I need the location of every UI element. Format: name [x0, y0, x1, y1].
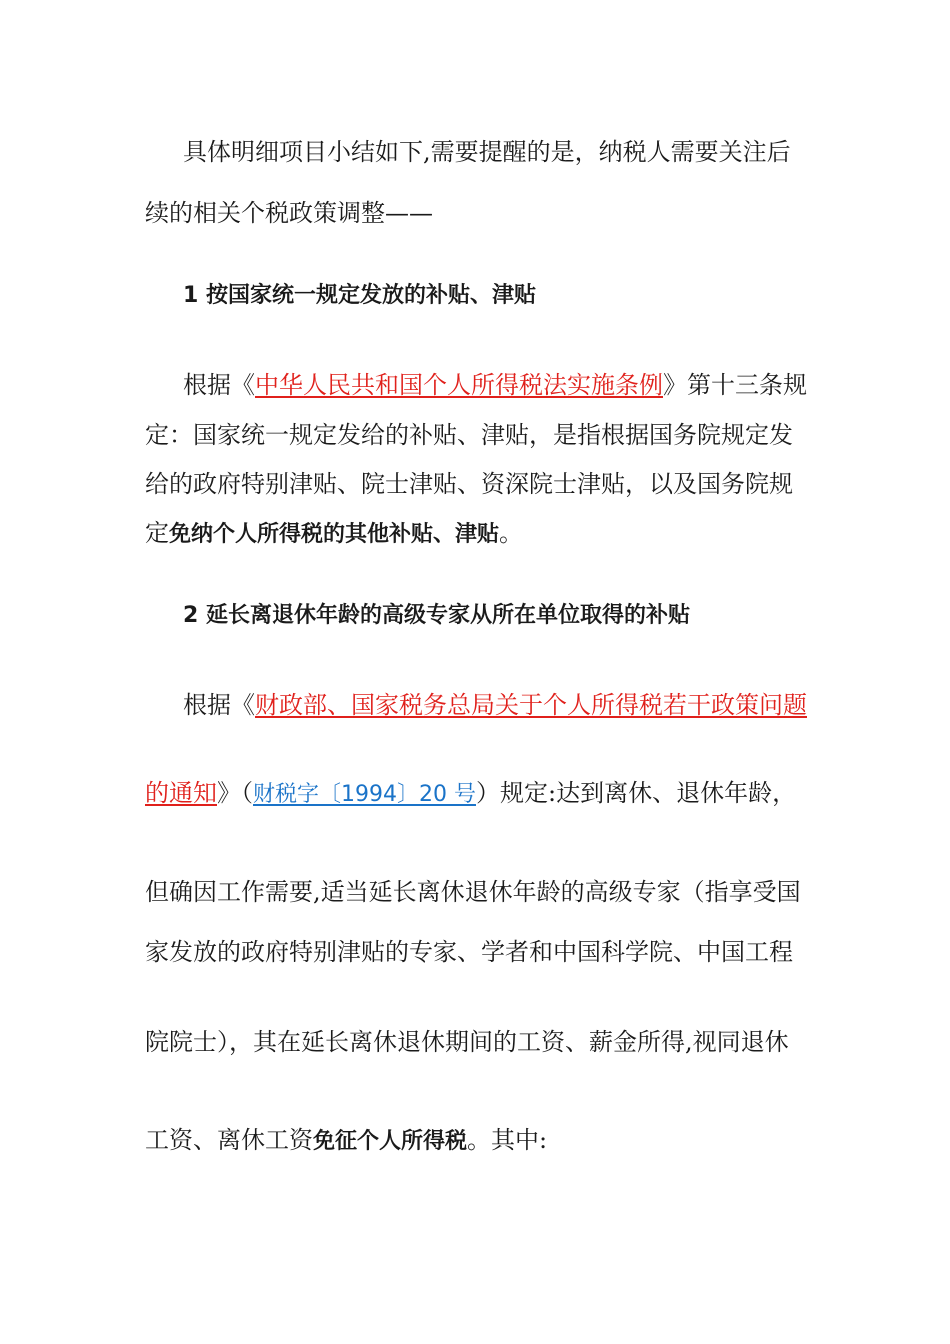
- notice-link-part-2[interactable]: 的通知: [145, 779, 217, 807]
- intro-line-2: 续的相关个税政策调整——: [145, 199, 433, 227]
- intro-line-1: 具体明细项目小结如下,需要提醒的是，纳税人需要关注后: [183, 138, 791, 166]
- section-2-line-2: [145, 778, 796, 810]
- section-1-suffix: 》第十三条规: [663, 371, 807, 399]
- section-2-bold-text: 免征个人所得税: [313, 1129, 468, 1154]
- section-1-bold-text: 免纳个人所得税的其他补贴、津贴: [169, 522, 500, 547]
- section-2-heading: 2 延长离退休年龄的高级专家从所在单位取得的补贴: [183, 603, 690, 628]
- section-2-line-1: [183, 690, 807, 720]
- section-1-heading: 1 按国家统一规定发放的补贴、津贴: [183, 283, 536, 308]
- section-1-line-4: [145, 518, 523, 550]
- section-1-prefix: 根据《: [183, 371, 255, 399]
- section-2-after-doc: ）规定:达到离休、退休年龄，: [475, 779, 797, 807]
- section-1-line-1: [183, 370, 807, 400]
- section-2-line-5: 院院士），其在延长离休退休期间的工资、薪金所得,视同退休: [145, 1028, 789, 1056]
- section-1-line-4-start: 定: [145, 519, 169, 547]
- section-2-line-4: 家发放的政府特别津贴的专家、学者和中国科学院、中国工程: [145, 938, 793, 966]
- notice-link-part-1[interactable]: 财政部、国家税务总局关于个人所得税若干政策问题: [255, 691, 807, 719]
- section-1-line-3: 给的政府特别津贴、院士津贴、资深院士津贴，以及国务院规: [145, 470, 793, 498]
- section-2-prefix: 根据《: [183, 691, 255, 719]
- section-2-line-6-end: 。其中:: [467, 1126, 548, 1154]
- regulation-link[interactable]: 中华人民共和国个人所得税法实施条例: [255, 371, 663, 399]
- section-2-line-6: [145, 1125, 547, 1157]
- section-2-line-3: 但确因工作需要,适当延长离休退休年龄的高级专家（指享受国: [145, 878, 801, 906]
- section-1-line-2: 定：国家统一规定发给的补贴、津贴，是指根据国务院规定发: [145, 421, 793, 449]
- document-number-link[interactable]: 财税字〔1994〕20 号: [253, 782, 476, 807]
- section-2-after-link: 》（: [217, 779, 253, 807]
- section-1-line-4-end: 。: [499, 519, 524, 547]
- section-2-line-6-start: 工资、离休工资: [145, 1126, 313, 1154]
